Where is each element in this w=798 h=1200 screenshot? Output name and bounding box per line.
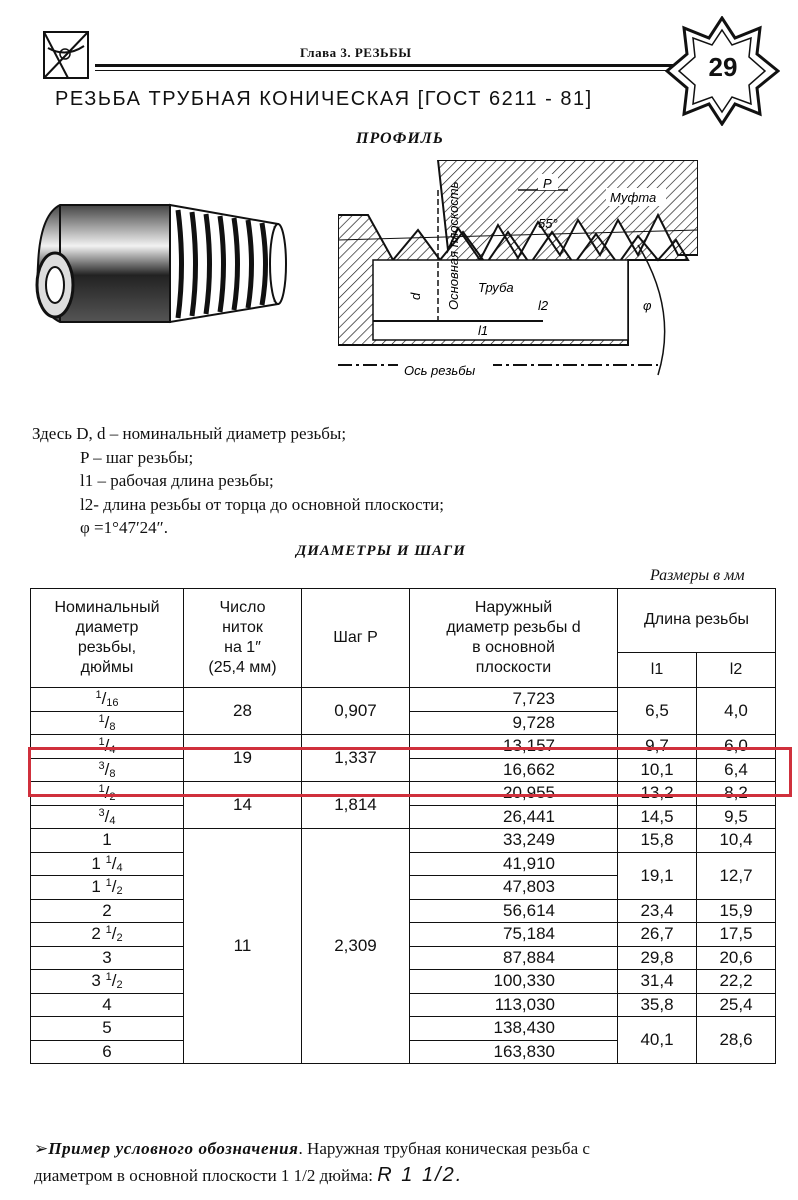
diameter-cell: 20,955 [410,782,618,806]
header-l2: l2 [696,652,775,687]
header-outer-diameter: Наружный диаметр резьбы d в основной плоскости [410,589,618,688]
pipe-illustration [20,190,290,340]
diameter-cell: 33,249 [410,829,618,853]
header-l1: l1 [618,652,697,687]
l1-cell: 19,1 [618,852,697,899]
legend-line: φ =1°47′24″. [80,518,168,537]
page-number: 29 [708,52,738,82]
legend [32,422,444,540]
nominal-cell: 6 [31,1040,184,1064]
chapter-header: Глава 3. РЕЗЬБЫ [300,45,412,60]
legend-line: l1 – рабочая длина резьбы; [80,471,274,490]
diameter-cell: 41,910 [410,852,618,876]
diameter-cell: 75,184 [410,923,618,947]
diameters-table [30,588,776,1064]
nominal-cell: 5 [31,1017,184,1041]
label-angle: 55° [538,216,558,231]
pitch-cell: 1,337 [302,735,410,782]
l2-cell: 22,2 [696,970,775,994]
threads-cell: 28 [184,688,302,735]
nominal-cell: $^1/_2$ [31,782,184,806]
header-nominal: Номинальный диаметр резьбы, дюймы [31,589,184,688]
l2-cell: 15,9 [696,899,775,923]
nominal-cell: 1 $^1/_4$ [31,852,184,876]
diameter-cell: 47,803 [410,876,618,900]
l1-cell: 31,4 [618,970,697,994]
l1-cell: 10,1 [618,758,697,782]
profile-heading: ПРОФИЛЬ [356,130,444,147]
diameter-cell: 100,330 [410,970,618,994]
diameter-cell: 9,728 [410,711,618,735]
nominal-cell: $^1/_{16}$ [31,688,184,712]
diameter-cell: 26,441 [410,805,618,829]
pitch-cell: 2,309 [302,829,410,1064]
l1-cell: 35,8 [618,993,697,1017]
nominal-cell: 3 $^1/_2$ [31,970,184,994]
nominal-cell: $^3/_8$ [31,758,184,782]
nominal-cell: 1 [31,829,184,853]
label-axis: Ось резьбы [404,363,476,378]
l2-cell: 25,4 [696,993,775,1017]
units-note: Размеры в мм [650,567,745,584]
header-rule [95,64,675,67]
threads-cell: 11 [184,829,302,1064]
label-l2: l2 [538,298,549,313]
label-d: d [408,292,423,300]
l2-cell: 12,7 [696,852,775,899]
l1-cell: 40,1 [618,1017,697,1064]
example-text: диаметром в основной плоскости 1 1/2 дюйма: [34,1166,374,1185]
diameter-cell: 87,884 [410,946,618,970]
nominal-cell: 3 [31,946,184,970]
diameter-cell: 138,430 [410,1017,618,1041]
pitch-cell: 1,814 [302,782,410,829]
diameter-cell: 16,662 [410,758,618,782]
diameter-cell: 13,157 [410,735,618,759]
nominal-cell: 2 $^1/_2$ [31,923,184,947]
l1-cell: 23,4 [618,899,697,923]
header-length: Длина резьбы [618,589,776,653]
example-designation [34,1136,774,1189]
l1-cell: 15,8 [618,829,697,853]
l2-cell: 4,0 [696,688,775,735]
legend-line: Здесь D, d – номинальный диаметр резьбы; [32,424,347,443]
arrow-icon: ➢ [34,1139,49,1158]
l1-cell: 14,5 [618,805,697,829]
l2-cell: 20,6 [696,946,775,970]
label-p: P [543,176,552,191]
nominal-cell: 2 [31,899,184,923]
nominal-cell: 1 $^1/_2$ [31,876,184,900]
page-title: РЕЗЬБА ТРУБНАЯ КОНИЧЕСКАЯ [ГОСТ 6211 - 81] [55,88,593,110]
l2-cell: 8,2 [696,782,775,806]
header-threads: Число ниток на 1″ (25,4 мм) [184,589,302,688]
l1-cell: 29,8 [618,946,697,970]
legend-line: P – шаг резьбы; [80,447,194,467]
label-l1: l1 [478,323,489,338]
l1-cell: 13,2 [618,782,697,806]
highlight-box [28,747,792,797]
l1-cell: 9,7 [618,735,697,759]
label-coupling: Муфта [610,190,657,205]
diameter-cell: 113,030 [410,993,618,1017]
l2-cell: 17,5 [696,923,775,947]
nominal-cell: $^3/_4$ [31,805,184,829]
pitch-cell: 0,907 [302,688,410,735]
l2-cell: 6,4 [696,758,775,782]
label-phi: φ [643,298,652,313]
diameter-cell: 7,723 [410,688,618,712]
label-pipe: Труба [478,280,514,295]
diameter-cell: 163,830 [410,1040,618,1064]
table-heading: ДИАМЕТРЫ И ШАГИ [296,543,466,559]
l1-cell: 26,7 [618,923,697,947]
example-designation-code: R 1 1/2. [377,1164,464,1186]
table-row [31,688,776,712]
nominal-cell: 4 [31,993,184,1017]
nominal-cell: $^1/_8$ [31,711,184,735]
l2-cell: 6,0 [696,735,775,759]
diameter-cell: 56,614 [410,899,618,923]
table-row [31,829,776,853]
legend-line: l2- длина резьбы от торца до основной плоскости; [80,494,444,514]
l2-cell: 28,6 [696,1017,775,1064]
l2-cell: 9,5 [696,805,775,829]
header-pitch: Шаг P [302,589,410,688]
logo-icon [38,28,93,83]
example-lead: Пример условного обозначения [48,1139,299,1158]
l1-cell: 6,5 [618,688,697,735]
threads-cell: 14 [184,782,302,829]
threads-cell: 19 [184,735,302,782]
header-rule-thin [95,70,675,71]
label-base-plane: Основная плоскость [446,181,461,310]
nominal-cell: $^1/_4$ [31,735,184,759]
thread-profile-diagram [338,160,698,390]
example-text: . Наружная трубная коническая резьба с [298,1139,590,1158]
l2-cell: 10,4 [696,829,775,853]
